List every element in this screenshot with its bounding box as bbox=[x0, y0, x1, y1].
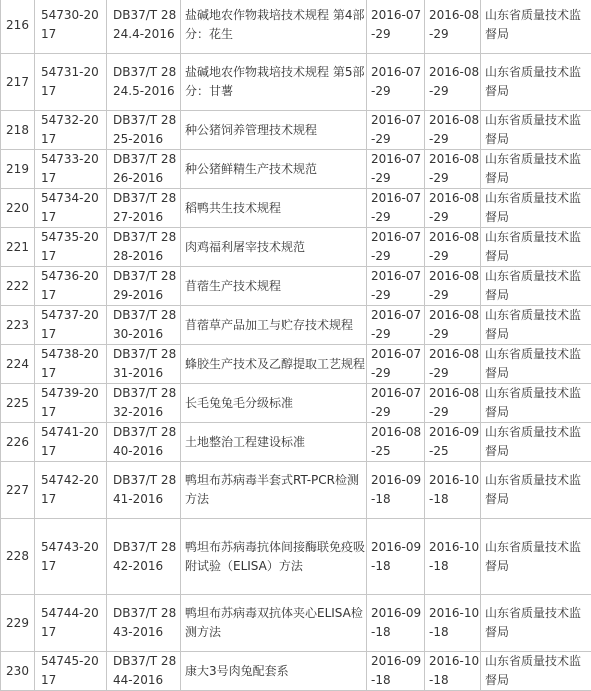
standard-number: DB37/T 2824.5-2016 bbox=[107, 54, 181, 111]
row-index: 226 bbox=[1, 423, 35, 462]
effective-date: 2016-09-25 bbox=[425, 423, 481, 462]
effective-date: 2016-08-29 bbox=[425, 228, 481, 267]
standard-title: 盐碱地农作物栽培技术规程 第5部分：甘薯 bbox=[181, 54, 367, 111]
row-index: 216 bbox=[1, 0, 35, 54]
effective-date: 2016-08-29 bbox=[425, 54, 481, 111]
table-row bbox=[1, 462, 591, 519]
standard-title: 蜂胶生产技术及乙醇提取工艺规程 bbox=[181, 345, 367, 384]
table-row bbox=[1, 595, 591, 652]
effective-date: 2016-10-18 bbox=[425, 652, 481, 691]
issue-date: 2016-07-29 bbox=[367, 306, 425, 345]
standard-title: 肉鸡福利屠宰技术规范 bbox=[181, 228, 367, 267]
record-id: 54732-2017 bbox=[35, 111, 107, 150]
standard-title: 苜蓿生产技术规程 bbox=[181, 267, 367, 306]
table-row bbox=[1, 189, 591, 228]
issuing-department: 山东省质量技术监督局 bbox=[481, 306, 591, 345]
record-id: 54730-2017 bbox=[35, 0, 107, 54]
row-index: 227 bbox=[1, 462, 35, 519]
row-index: 225 bbox=[1, 384, 35, 423]
table-row bbox=[1, 306, 591, 345]
table-row bbox=[1, 150, 591, 189]
issue-date: 2016-07-29 bbox=[367, 111, 425, 150]
issuing-department: 山东省质量技术监督局 bbox=[481, 652, 591, 691]
table-row bbox=[1, 54, 591, 111]
effective-date: 2016-08-29 bbox=[425, 150, 481, 189]
row-index: 222 bbox=[1, 267, 35, 306]
table-row bbox=[1, 267, 591, 306]
standard-number: DB37/T 2825-2016 bbox=[107, 111, 181, 150]
standard-number: DB37/T 2831-2016 bbox=[107, 345, 181, 384]
record-id: 54735-2017 bbox=[35, 228, 107, 267]
effective-date: 2016-08-29 bbox=[425, 267, 481, 306]
standard-title: 盐碱地农作物栽培技术规程 第4部分：花生 bbox=[181, 0, 367, 54]
standard-number: DB37/T 2827-2016 bbox=[107, 189, 181, 228]
issuing-department: 山东省质量技术监督局 bbox=[481, 519, 591, 595]
issue-date: 2016-08-25 bbox=[367, 423, 425, 462]
effective-date: 2016-08-29 bbox=[425, 111, 481, 150]
issue-date: 2016-07-29 bbox=[367, 0, 425, 54]
issue-date: 2016-09-18 bbox=[367, 652, 425, 691]
issuing-department: 山东省质量技术监督局 bbox=[481, 0, 591, 54]
standard-number: DB37/T 2828-2016 bbox=[107, 228, 181, 267]
standard-number: DB37/T 2826-2016 bbox=[107, 150, 181, 189]
effective-date: 2016-08-29 bbox=[425, 0, 481, 54]
issue-date: 2016-07-29 bbox=[367, 150, 425, 189]
table-row bbox=[1, 423, 591, 462]
standard-title: 长毛兔兔毛分级标准 bbox=[181, 384, 367, 423]
standards-table-body bbox=[1, 0, 591, 691]
issuing-department: 山东省质量技术监督局 bbox=[481, 111, 591, 150]
row-index: 217 bbox=[1, 54, 35, 111]
issuing-department: 山东省质量技术监督局 bbox=[481, 228, 591, 267]
table-row bbox=[1, 519, 591, 595]
standard-number: DB37/T 2824.4-2016 bbox=[107, 0, 181, 54]
row-index: 224 bbox=[1, 345, 35, 384]
record-id: 54733-2017 bbox=[35, 150, 107, 189]
record-id: 54738-2017 bbox=[35, 345, 107, 384]
record-id: 54737-2017 bbox=[35, 306, 107, 345]
issuing-department: 山东省质量技术监督局 bbox=[481, 595, 591, 652]
issue-date: 2016-09-18 bbox=[367, 595, 425, 652]
record-id: 54744-2017 bbox=[35, 595, 107, 652]
standard-title: 苜蓿草产品加工与贮存技术规程 bbox=[181, 306, 367, 345]
issue-date: 2016-07-29 bbox=[367, 345, 425, 384]
effective-date: 2016-10-18 bbox=[425, 519, 481, 595]
issue-date: 2016-07-29 bbox=[367, 189, 425, 228]
standard-title: 鸭坦布苏病毒半套式RT-PCR检测方法 bbox=[181, 462, 367, 519]
standard-title: 种公猪鲜精生产技术规范 bbox=[181, 150, 367, 189]
table-row bbox=[1, 228, 591, 267]
issuing-department: 山东省质量技术监督局 bbox=[481, 267, 591, 306]
row-index: 221 bbox=[1, 228, 35, 267]
issuing-department: 山东省质量技术监督局 bbox=[481, 384, 591, 423]
standard-number: DB37/T 2829-2016 bbox=[107, 267, 181, 306]
standard-title: 种公猪饲养管理技术规程 bbox=[181, 111, 367, 150]
issuing-department: 山东省质量技术监督局 bbox=[481, 150, 591, 189]
record-id: 54742-2017 bbox=[35, 462, 107, 519]
standard-title: 土地整治工程建设标准 bbox=[181, 423, 367, 462]
standard-title: 鸭坦布苏病毒抗体间接酶联免疫吸附试验（ELISA）方法 bbox=[181, 519, 367, 595]
issuing-department: 山东省质量技术监督局 bbox=[481, 189, 591, 228]
record-id: 54741-2017 bbox=[35, 423, 107, 462]
issue-date: 2016-07-29 bbox=[367, 228, 425, 267]
issuing-department: 山东省质量技术监督局 bbox=[481, 54, 591, 111]
standard-number: DB37/T 2843-2016 bbox=[107, 595, 181, 652]
standard-number: DB37/T 2832-2016 bbox=[107, 384, 181, 423]
table-row bbox=[1, 345, 591, 384]
standard-number: DB37/T 2830-2016 bbox=[107, 306, 181, 345]
effective-date: 2016-08-29 bbox=[425, 345, 481, 384]
record-id: 54743-2017 bbox=[35, 519, 107, 595]
row-index: 220 bbox=[1, 189, 35, 228]
effective-date: 2016-08-29 bbox=[425, 306, 481, 345]
standard-number: DB37/T 2841-2016 bbox=[107, 462, 181, 519]
standard-number: DB37/T 2844-2016 bbox=[107, 652, 181, 691]
issue-date: 2016-07-29 bbox=[367, 384, 425, 423]
standard-number: DB37/T 2840-2016 bbox=[107, 423, 181, 462]
issuing-department: 山东省质量技术监督局 bbox=[481, 423, 591, 462]
issuing-department: 山东省质量技术监督局 bbox=[481, 345, 591, 384]
row-index: 223 bbox=[1, 306, 35, 345]
issue-date: 2016-09-18 bbox=[367, 462, 425, 519]
row-index: 229 bbox=[1, 595, 35, 652]
effective-date: 2016-08-29 bbox=[425, 189, 481, 228]
record-id: 54731-2017 bbox=[35, 54, 107, 111]
issue-date: 2016-07-29 bbox=[367, 267, 425, 306]
issue-date: 2016-09-18 bbox=[367, 519, 425, 595]
standard-title: 鸭坦布苏病毒双抗体夹心ELISA检测方法 bbox=[181, 595, 367, 652]
standard-title: 稻鸭共生技术规程 bbox=[181, 189, 367, 228]
table-row bbox=[1, 111, 591, 150]
effective-date: 2016-10-18 bbox=[425, 595, 481, 652]
row-index: 230 bbox=[1, 652, 35, 691]
record-id: 54745-2017 bbox=[35, 652, 107, 691]
standard-title: 康大3号肉兔配套系 bbox=[181, 652, 367, 691]
table-row bbox=[1, 0, 591, 54]
effective-date: 2016-10-18 bbox=[425, 462, 481, 519]
row-index: 219 bbox=[1, 150, 35, 189]
record-id: 54734-2017 bbox=[35, 189, 107, 228]
row-index: 228 bbox=[1, 519, 35, 595]
record-id: 54739-2017 bbox=[35, 384, 107, 423]
standard-number: DB37/T 2842-2016 bbox=[107, 519, 181, 595]
table-row bbox=[1, 384, 591, 423]
record-id: 54736-2017 bbox=[35, 267, 107, 306]
issuing-department: 山东省质量技术监督局 bbox=[481, 462, 591, 519]
issue-date: 2016-07-29 bbox=[367, 54, 425, 111]
effective-date: 2016-08-29 bbox=[425, 384, 481, 423]
row-index: 218 bbox=[1, 111, 35, 150]
